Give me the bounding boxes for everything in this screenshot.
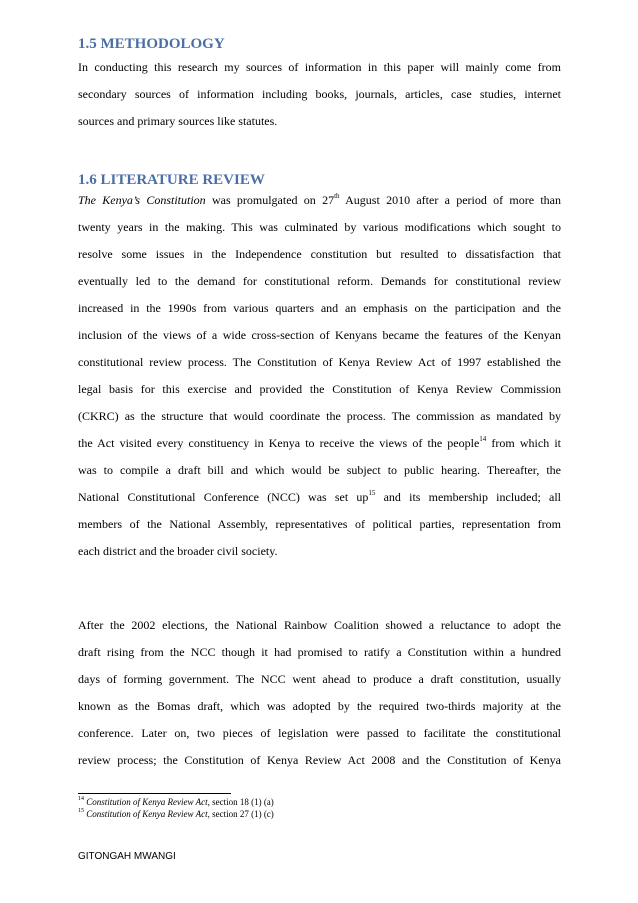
footnote-ref-15[interactable]: 15	[368, 489, 376, 497]
paragraph-line: secondary sources of information including books, journals, articles, case studies, internet	[78, 87, 561, 101]
footnote-number: 15	[78, 808, 84, 814]
footnote-15	[78, 808, 274, 820]
footnote-14	[78, 796, 274, 808]
paragraph-line: review process; the Constitution of Kenya Review Act 2008 and the Constitution of Kenya	[78, 753, 561, 767]
footnote-ref-14[interactable]: 14	[479, 435, 487, 443]
paragraph-line: known as the Bomas draft, which was adopted by the required two-thirds majority at the	[78, 699, 561, 713]
footnote-title: Constitution of Kenya Review Act,	[86, 809, 210, 819]
paragraph-line: resolve some issues in the Independence constitution but resulted to dissatisfaction that	[78, 247, 561, 261]
footnote-number: 14	[78, 796, 84, 802]
constitution-title: The Kenya’s Constitution	[78, 193, 206, 207]
paragraph-line	[78, 430, 561, 457]
paragraph-line: After the 2002 elections, the National Rainbow Coalition showed a reluctance to adopt the	[78, 618, 561, 632]
literature-review-paragraph-2	[78, 612, 561, 774]
paragraph-line: inclusion of the views of a wide cross-section of Kenyans became the features of the Kenyan	[78, 328, 561, 342]
paragraph-line	[78, 187, 561, 214]
paragraph-line: members of the National Assembly, representatives of political parties, representation from	[78, 517, 561, 531]
page-footer-author: GITONGAH MWANGI	[78, 851, 176, 862]
ordinal-suffix: th	[334, 192, 340, 200]
paragraph-line: sources and primary sources like statutes.	[78, 114, 278, 128]
text-span: and its membership included; all	[375, 490, 561, 504]
paragraph-line: increased in the 1990s from various quarters and an emphasis on the participation and the	[78, 301, 561, 315]
text-span: the Act visited every constituency in Kenya to receive the views of the people	[78, 436, 480, 450]
footnote-text: , section 18 (1) (a)	[207, 797, 274, 807]
methodology-heading: 1.5 METHODOLOGY	[78, 36, 225, 52]
text-span: National Constitutional Conference (NCC) was set up	[78, 490, 369, 504]
paragraph-line: conference. Later on, two pieces of legislation were passed to facilitate the constitutional	[78, 726, 561, 740]
paragraph-line: (CKRC) as the structure that would coordinate the process. The commission as mandated by	[78, 409, 561, 423]
paragraph-line: each district and the broader civil society.	[78, 544, 278, 558]
paragraph-line	[78, 484, 561, 511]
methodology-paragraph	[78, 54, 561, 135]
paragraph-line: eventually led to the demand for constitutional reform. Demands for constitutional review	[78, 274, 561, 288]
literature-review-heading: 1.6 LITERATURE REVIEW	[78, 172, 265, 188]
text-span: from which it	[486, 436, 561, 450]
footnote-text: section 27 (1) (c)	[209, 809, 274, 819]
text-span: was promulgated on 27	[205, 193, 335, 207]
paragraph-line: was to compile a draft bill and which would be subject to public hearing. Thereafter, the	[78, 463, 561, 477]
literature-review-paragraph-1	[78, 187, 561, 565]
paragraph-line: constitutional review process. The Constitution of Kenya Review Act of 1997 established the	[78, 355, 561, 369]
paragraph-line: legal basis for this exercise and provided the Constitution of Kenya Review Commission	[78, 382, 561, 396]
footnote-title: Constitution of Kenya Review Act	[86, 797, 208, 807]
paragraph-line: draft rising from the NCC though it had promised to ratify a Constitution within a hundred	[78, 645, 561, 659]
paragraph-line: In conducting this research my sources of information in this paper will mainly come from	[78, 60, 561, 74]
paragraph-line: days of forming government. The NCC went ahead to produce a draft constitution, usually	[78, 672, 561, 686]
text-span: August 2010 after a period of more than	[339, 193, 561, 207]
footnote-divider	[78, 793, 231, 794]
paragraph-line: twenty years in the making. This was culminated by various modifications which sought to	[78, 220, 561, 234]
